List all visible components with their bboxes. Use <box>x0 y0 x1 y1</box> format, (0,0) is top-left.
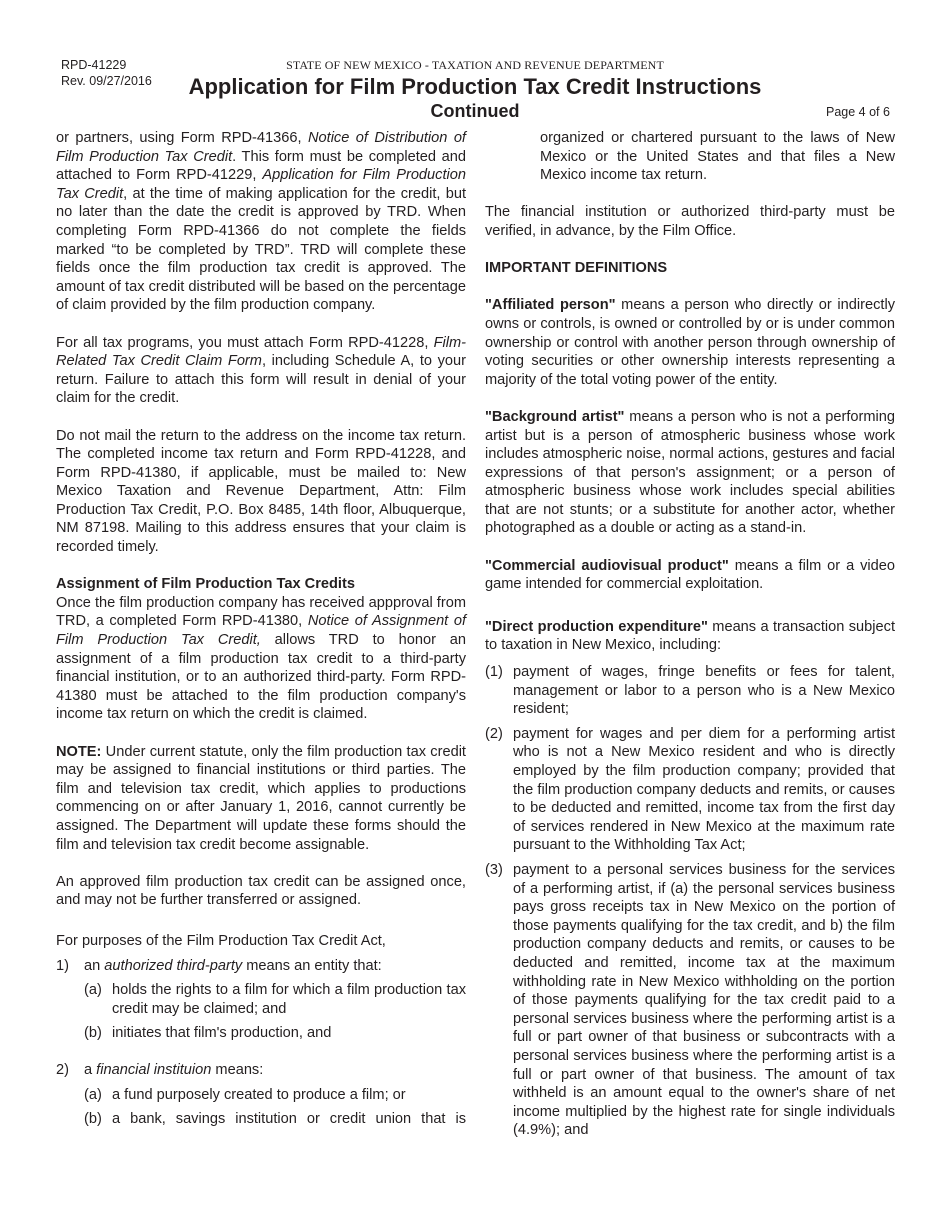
mailing-paragraph: Do not mail the return to the address on the income tax return. The completed income tax return and Form RPD-41228, and Form RPD-41380, if applicable, must be mailed to: New Mexico Taxation and Revenue Department, Attn: Film Production Tax Credit, P.O. Box 8485, 14th floor, Albuquerque, NM 87198. Mailing to this address ensures that your claim is recorded timely. <box>56 427 466 556</box>
form-number: RPD-41229 <box>61 58 127 72</box>
definition-list <box>56 957 466 1129</box>
list-item: (3) payment to a personal services business for the services of a performing artist, if (a) the personal services business pays gross receipts tax in New Mexico on the portion of those payments qualifying for the tax credit, and b) the film production company deducts and remits, or causes to be deducted and remitted, income tax at the maximum withholding rate in New Mexico withholding on the portion of those payments qualifying for the tax credit paid to a personal services business where the performing artist is a full or part owner of that business or subcontracts with a personal services business where the performing artist is a full or part owner of that business. The amount of tax withheld is an amount equal to the owner's share of net income multiplied by the highest rate for single individuals (4.9%); and <box>485 861 895 1139</box>
list-subitem: (a) holds the rights to a film for which a film production tax credit may be claimed; and <box>84 982 466 1017</box>
list-subitem: (a) a fund purposely created to produce a film; or <box>84 1086 406 1103</box>
distribution-paragraph: or partners, using Form RPD-41366, Notice of Distribution of Film Production Tax Credit. This form must be completed and attached to Form RPD-41229, Application for Film Production Tax Credit, at the time of making application for the credit, but no later than the date the credit is approved by TRD. When completing Form RPD-41366 do not complete the fields marked “to be completed by TRD”. TRD will complete these fields once the film production tax credit is approved. The amount of tax credit distributed will be based on the percentage of claim provided by the film production company. <box>56 130 467 314</box>
revision-date: Rev. 09/27/2016 <box>61 74 152 88</box>
note-paragraph: NOTE: Under current statute, only the film production tax credit may be assigned to financial institutions or third parties. The film and television tax credit, which applies to productions commencing on or after January 1, 2016, cannot currently be assigned. The Department will update these forms should the film and television tax credit become assignable. <box>56 743 466 853</box>
left-column <box>56 129 466 1135</box>
verify-paragraph: The financial institution or authorized third-party must be verified, in advance, by the Film Office. <box>485 204 895 239</box>
assignment-paragraph: Once the film production company has received appproval from TRD, a completed Form RPD-41380, Notice of Assignment of Film Production Tax Credit, allows TRD to honor an assignment of a film production tax credit to a third-party financial institution, or to an authorized third-party. Form RPD-41380 must be attached to the film production company's income tax return on which the credit is claimed. <box>56 594 467 723</box>
definition-background-artist: "Background artist" means a person who is not a performing artist but is a person of atmospheric business whose work includes atmospheric noise, normal actions, gestures and facial expressions of that person's assignment; or a person of atmospheric business whose work includes special abilities that are not stunts; or a substitute for another actor, whether photographed as a double or acting as a stand-in. <box>485 408 895 537</box>
definition-commercial-audiovisual: "Commercial audiovisual product" means a film or a video game intended for commercial exploitation. <box>485 557 895 593</box>
agency-name: STATE OF NEW MEXICO - TAXATION AND REVENUE DEPARTMENT <box>286 58 664 72</box>
continuation-text: organized or chartered pursuant to the laws of New Mexico or the United States and that files a New Mexico income tax return. <box>540 130 895 184</box>
list-item: (1) payment of wages, fringe benefits or fees for talent, management or labor to a person who is a New Mexico resident; <box>485 664 895 718</box>
page-title: Application for Film Production Tax Credit Instructions <box>188 74 762 99</box>
list-subitem: (b) initiates that film's production, and <box>84 1025 332 1042</box>
expenditure-list <box>485 663 895 1140</box>
right-column <box>485 129 895 1146</box>
assign-once-paragraph: An approved film production tax credit can be assigned once, and may not be further transferred or assigned. <box>56 873 466 909</box>
assignment-heading: Assignment of Film Production Tax Credits <box>56 576 355 593</box>
definition-affiliated-person: "Affiliated person" means a person who directly or indirectly owns or controls, is owned or controlled by or is under common ownership or control with another person through ownership of voting securities or other ownership interests representing a majority of the total voting power of the entity. <box>485 297 895 388</box>
definition-direct-production: "Direct production expenditure" means a transaction subject to taxation in New Mexico, including: <box>485 618 896 654</box>
attach-form-paragraph: For all tax programs, you must attach Form RPD-41228, Film-Related Tax Credit Claim Form, including Schedule A, to your return. Failure to attach this form will result in denial of your claim for the credit. <box>56 334 466 407</box>
page-subtitle: Continued <box>430 101 520 121</box>
list-subitem: (b) a bank, savings institution or credit union that is <box>84 1111 466 1128</box>
list-item: 2) a financial instituion means: <box>56 1061 264 1078</box>
purposes-paragraph: For purposes of the Film Production Tax Credit Act, <box>56 932 386 949</box>
page-number: Page 4 of 6 <box>826 105 890 119</box>
list-item: (2) payment for wages and per diem for a performing artist who is not a New Mexico resident and who is directly employed by the film production company; provided that the film production company deducts and remits, or causes to be deducted and remitted, income tax from the first day of services rendered in New Mexico at the maximum rate pursuant to the Withholding Tax Act; <box>485 725 895 854</box>
list-item: 1) an authorized third-party means an entity that: <box>56 957 382 974</box>
definitions-heading: IMPORTANT DEFINITIONS <box>485 260 668 277</box>
